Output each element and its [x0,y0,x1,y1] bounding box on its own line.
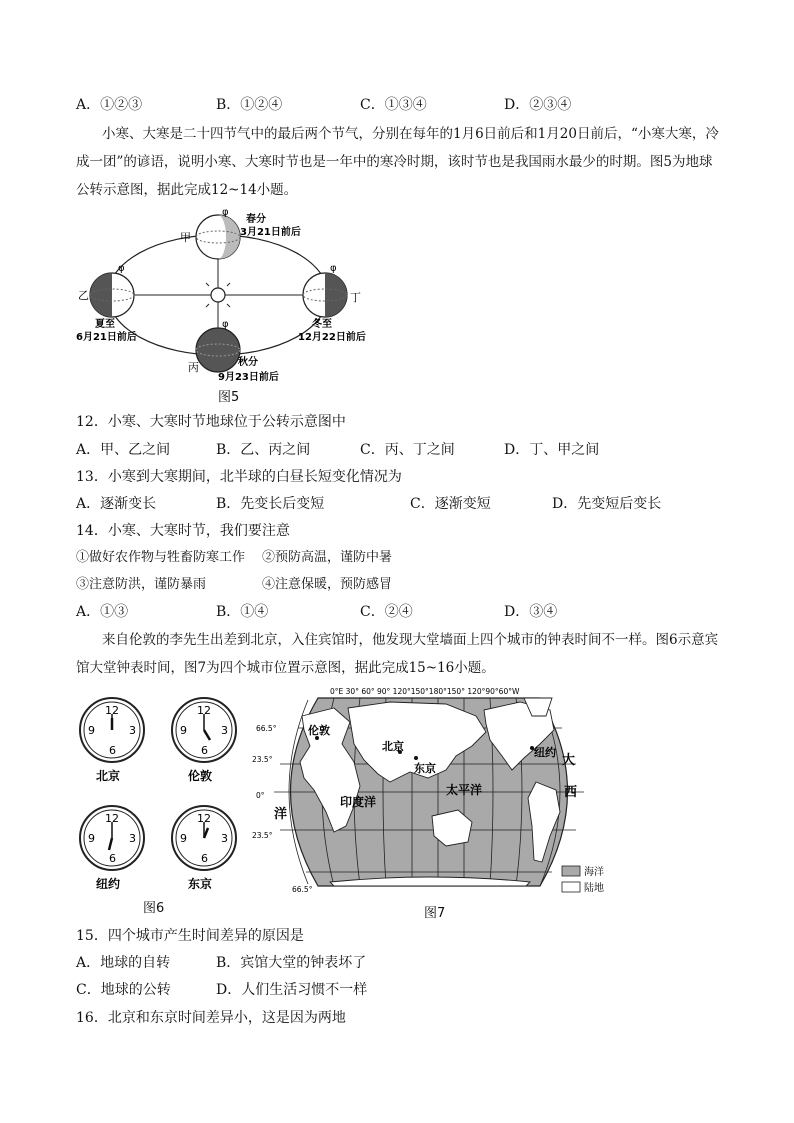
svg-text:12: 12 [105,704,119,717]
svg-text:3: 3 [221,724,228,737]
q14-item-4: ④注意保暖，预防感冒 [262,577,393,592]
fig7-legend-ocean-swatch [562,866,580,876]
fig6-clocks [76,692,246,912]
fig5-label-chunfen: 春分 [246,214,266,225]
q14-item-3: ③注意防洪，谨防暴雨 [76,577,207,592]
fig5-orbit-diagram [76,205,380,400]
clock-beijing [80,698,144,762]
fig7-city-newyork: 纽约 [534,746,556,759]
svg-text:6: 6 [201,852,208,865]
fig7-ocean-atlantic-1: 大 [562,753,576,768]
fig6-caption: 图6 [143,901,165,916]
svg-text:9: 9 [88,724,95,737]
q12-option-a: A．甲、乙之间 [76,442,171,458]
clock-city-beijing: 北京 [96,769,121,783]
svg-text:12: 12 [197,704,211,717]
q13-option-c: C．逐渐变短 [410,496,491,512]
svg-text:12: 12 [105,812,119,825]
fig7-lat-4: 23.5° [252,831,273,840]
svg-text:9: 9 [180,832,187,845]
q11-option-b: B．①②④ [216,97,283,113]
fig7-caption: 图7 [424,906,446,921]
svg-text:3: 3 [129,832,136,845]
svg-text:9: 9 [180,724,187,737]
q11-option-c: C．①③④ [360,97,427,113]
q14-stem: 14．小寒、大寒时节，我们要注意 [76,523,290,539]
q12-option-b: B．乙、丙之间 [216,442,311,458]
fig7-lat-5: 66.5° [292,885,313,894]
clock-city-london: 伦敦 [188,769,213,783]
fig5-axis-yi: φ [118,263,125,274]
q12-option-c: C．丙、丁之间 [360,442,455,458]
svg-text:6: 6 [201,744,208,757]
clock-city-tokyo: 东京 [188,877,213,891]
fig7-lat-1: 66.5° [256,724,277,733]
svg-text:3: 3 [221,832,228,845]
fig5-label-dongzhi-date: 12月22日前后 [298,332,366,343]
fig7-lat-2: 23.5° [252,755,273,764]
svg-text:6: 6 [109,852,116,865]
fig7-city-tokyo: 东京 [414,762,436,775]
q16-stem: 16．北京和东京时间差异小，这是因为两地 [76,1010,346,1026]
q14-option-a: A．①③ [76,604,129,620]
fig5-label-yi: 乙 [78,289,89,302]
fig7-legend-ocean: 海洋 [584,867,604,878]
svg-text:6: 6 [109,744,116,757]
q14-item-1: ①做好农作物与牲畜防寒工作 [76,550,246,565]
fig5-axis-ding: φ [330,263,337,274]
fig7-legend-land: 陆地 [584,883,604,894]
fig7-ocean-pacific: 太平洋 [446,783,483,797]
svg-text:12: 12 [197,812,211,825]
fig5-label-qiufen-date: 9月23日前后 [218,372,279,383]
fig7-lat-3: 0° [256,791,265,800]
fig5-axis-jia: φ [222,207,229,218]
q14-option-d: D．③④ [504,604,558,620]
q15-option-a: A．地球的自转 [76,955,171,971]
fig7-city-beijing: 北京 [382,740,404,753]
q14-option-c: C．②④ [360,604,413,620]
fig7-ocean-atlantic-3: 洋 [274,807,288,822]
fig5-label-dongzhi: 冬至 [312,319,332,330]
q12-stem: 12．小寒、大寒时节地球位于公转示意图中 [76,414,346,430]
q15-stem: 15．四个城市产生时间差异的原因是 [76,928,304,944]
fig7-world-map [250,686,610,904]
q14-item-2: ②预防高温，谨防中暑 [262,550,393,565]
q13-option-d: D．先变短后变长 [552,496,662,512]
q12-option-d: D．丁、甲之间 [504,442,600,458]
intro-paragraph-1: 小寒、大寒是二十四节气中的最后两个节气，分别在每年的1月6日前后和1月20日前后，“小寒大寒，冷成一团”的谚语，说明小寒、大寒时节也是一年中的寒冷时期，该时节也是我国雨水最少的时期。图5为地球公转示意图，据此完成12~14小题。 [76,126,719,198]
q15-option-d: D．人们生活习惯不一样 [216,982,368,998]
q13-option-b: B．先变长后变短 [216,496,325,512]
fig7-longitudes: 0°E 30° 60° 90° 120°150°180°150° 120°90°60°W [330,687,520,696]
fig7-ocean-indian: 印度洋 [340,795,377,809]
svg-text:9: 9 [88,832,95,845]
fig5-label-bing: 丙 [188,361,199,374]
q13-stem: 13．小寒到大寒期间，北半球的白昼长短变化情况为 [76,469,402,485]
q14-option-b: B．①④ [216,604,269,620]
fig7-ocean-atlantic-2: 西 [564,785,578,800]
fig5-label-qiufen: 秋分 [238,357,258,368]
fig5-label-ding: 丁 [350,291,361,304]
q11-option-a: A．①②③ [76,97,143,113]
fig5-label-xiazhi: 夏至 [95,319,115,330]
q11-option-d: D．②③④ [504,97,572,113]
fig7-city-london: 伦敦 [308,724,330,737]
fig5-caption: 图5 [218,390,240,405]
fig5-label-jia: 甲 [180,231,191,244]
fig5-label-chunfen-date: 3月21日前后 [240,227,301,238]
q15-option-b: B．宾馆大堂的钟表坏了 [216,955,367,971]
svg-text:3: 3 [129,724,136,737]
intro-paragraph-2: 来自伦敦的李先生出差到北京，入住宾馆时，他发现大堂墙面上四个城市的钟表时间不一样。图6示意宾馆大堂钟表时间，图7为四个城市位置示意图，据此完成15~16小题。 [76,632,719,676]
clock-city-newyork: 纽约 [96,877,121,891]
clock-newyork [80,806,144,870]
fig7-legend-land-swatch [562,882,580,892]
clock-tokyo [172,806,236,870]
clock-london [172,698,236,762]
q15-option-c: C．地球的公转 [76,982,171,998]
fig5-label-xiazhi-date: 6月21日前后 [76,332,137,343]
fig5-axis-bing: φ [222,319,229,330]
q13-option-a: A．逐渐变长 [76,496,157,512]
